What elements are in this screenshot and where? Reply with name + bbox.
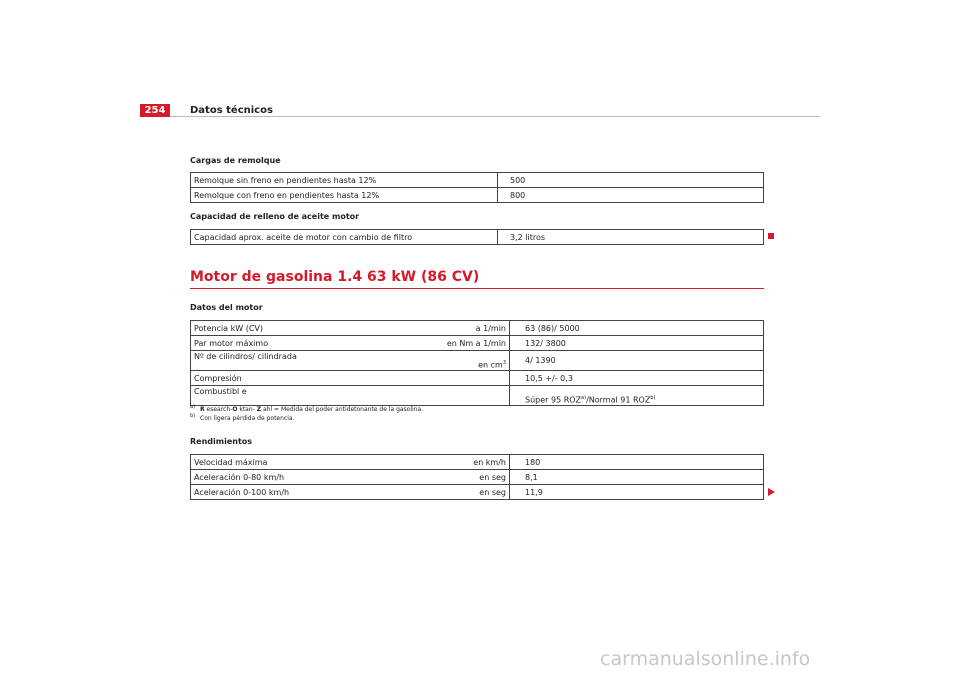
footnote-text: ktan-: [237, 406, 257, 413]
row-label: Velocidad máxima: [191, 455, 420, 470]
row-label: Aceleración 0-80 km/h: [191, 470, 420, 485]
table-row: [191, 188, 764, 203]
footnote-bold: O: [232, 406, 238, 413]
footnote-text: ahl = Medida del poder antidetonante de la gasolina.: [261, 406, 424, 413]
row-unit: en Nm a 1/min: [419, 336, 510, 351]
row-unit: [419, 351, 510, 371]
table-row: [191, 470, 764, 485]
row-value: 800: [498, 188, 764, 203]
header-title: Datos técnicos: [190, 105, 273, 116]
table-row: [191, 321, 764, 336]
continue-arrow-icon: [768, 488, 775, 496]
table-row: [191, 485, 764, 500]
table-row: [191, 230, 764, 245]
row-label: Remolque con freno en pendientes hasta 12%: [191, 188, 498, 203]
row-unit: [419, 371, 510, 386]
footnote-mark: a): [190, 404, 196, 410]
table-row: [191, 455, 764, 470]
row-label: Compresión: [191, 371, 420, 386]
row-unit: a 1/min: [419, 321, 510, 336]
table-row: [191, 173, 764, 188]
footnote-mark: b): [190, 413, 196, 419]
row-unit-text: en cm: [478, 361, 503, 370]
engine-table: [190, 320, 764, 406]
row-value: 11,9: [510, 485, 764, 500]
row-label: Remolque sin freno en pendientes hasta 12%: [191, 173, 498, 188]
row-value: 63 (86)/ 5000: [510, 321, 764, 336]
footnote-bold: R: [200, 406, 205, 413]
footnote-bold: Z: [256, 406, 262, 413]
main-title: Motor de gasolina 1.4 63 kW (86 CV): [190, 269, 480, 285]
table-row: [191, 386, 764, 406]
table-row: [191, 336, 764, 351]
row-value: 132/ 3800: [510, 336, 764, 351]
row-value: [510, 386, 764, 406]
fuel-super: Súper 95 ROZ: [525, 396, 582, 405]
row-label: Combustibl e: [191, 386, 420, 406]
section-label-trailer: Cargas de remolque: [190, 156, 281, 165]
row-label: Capacidad aprox. aceite de motor con cambio de filtro: [191, 230, 498, 245]
row-label: Par motor máximo: [191, 336, 420, 351]
row-unit: en seg: [419, 470, 510, 485]
row-unit: [419, 386, 510, 406]
footnote-b: [190, 414, 423, 423]
footnote-ref-a: a): [581, 395, 587, 402]
section-label-engine: Datos del motor: [190, 303, 263, 312]
row-unit: en km/h: [419, 455, 510, 470]
section-label-performance: Rendimientos: [190, 437, 253, 446]
section-label-oil: Capacidad de relleno de aceite motor: [190, 212, 360, 221]
row-value: 4/ 1390: [510, 351, 764, 371]
table-row: [191, 371, 764, 386]
watermark: carmanualsonline.info: [600, 648, 811, 670]
row-value: 8,1: [510, 470, 764, 485]
footnote-ref-b: b): [650, 395, 656, 402]
row-value: 10,5 +/- 0,3: [510, 371, 764, 386]
row-unit: en seg: [419, 485, 510, 500]
footnote-text: esearch-: [204, 406, 233, 413]
oil-table: [190, 229, 764, 245]
page-number: 254: [140, 104, 170, 117]
unit-superscript: 3: [502, 360, 506, 367]
footnotes: [190, 405, 423, 423]
row-value: 500: [498, 173, 764, 188]
table-row: [191, 351, 764, 371]
title-rule: [190, 288, 764, 289]
row-label: Aceleración 0-100 km/h: [191, 485, 420, 500]
footnote-text: Con ligera pérdida de potencia.: [200, 415, 295, 422]
section-end-marker: [768, 233, 774, 239]
performance-table: [190, 454, 764, 500]
row-value: 3,2 litros: [498, 230, 764, 245]
row-value: 180: [510, 455, 764, 470]
trailer-table: [190, 172, 764, 203]
fuel-normal: /Normal 91 ROZ: [586, 396, 651, 405]
row-label: Potencia kW (CV): [191, 321, 420, 336]
row-label: Nº de cilindros/ cilindrada: [191, 351, 420, 371]
footnote-a: [190, 405, 423, 414]
